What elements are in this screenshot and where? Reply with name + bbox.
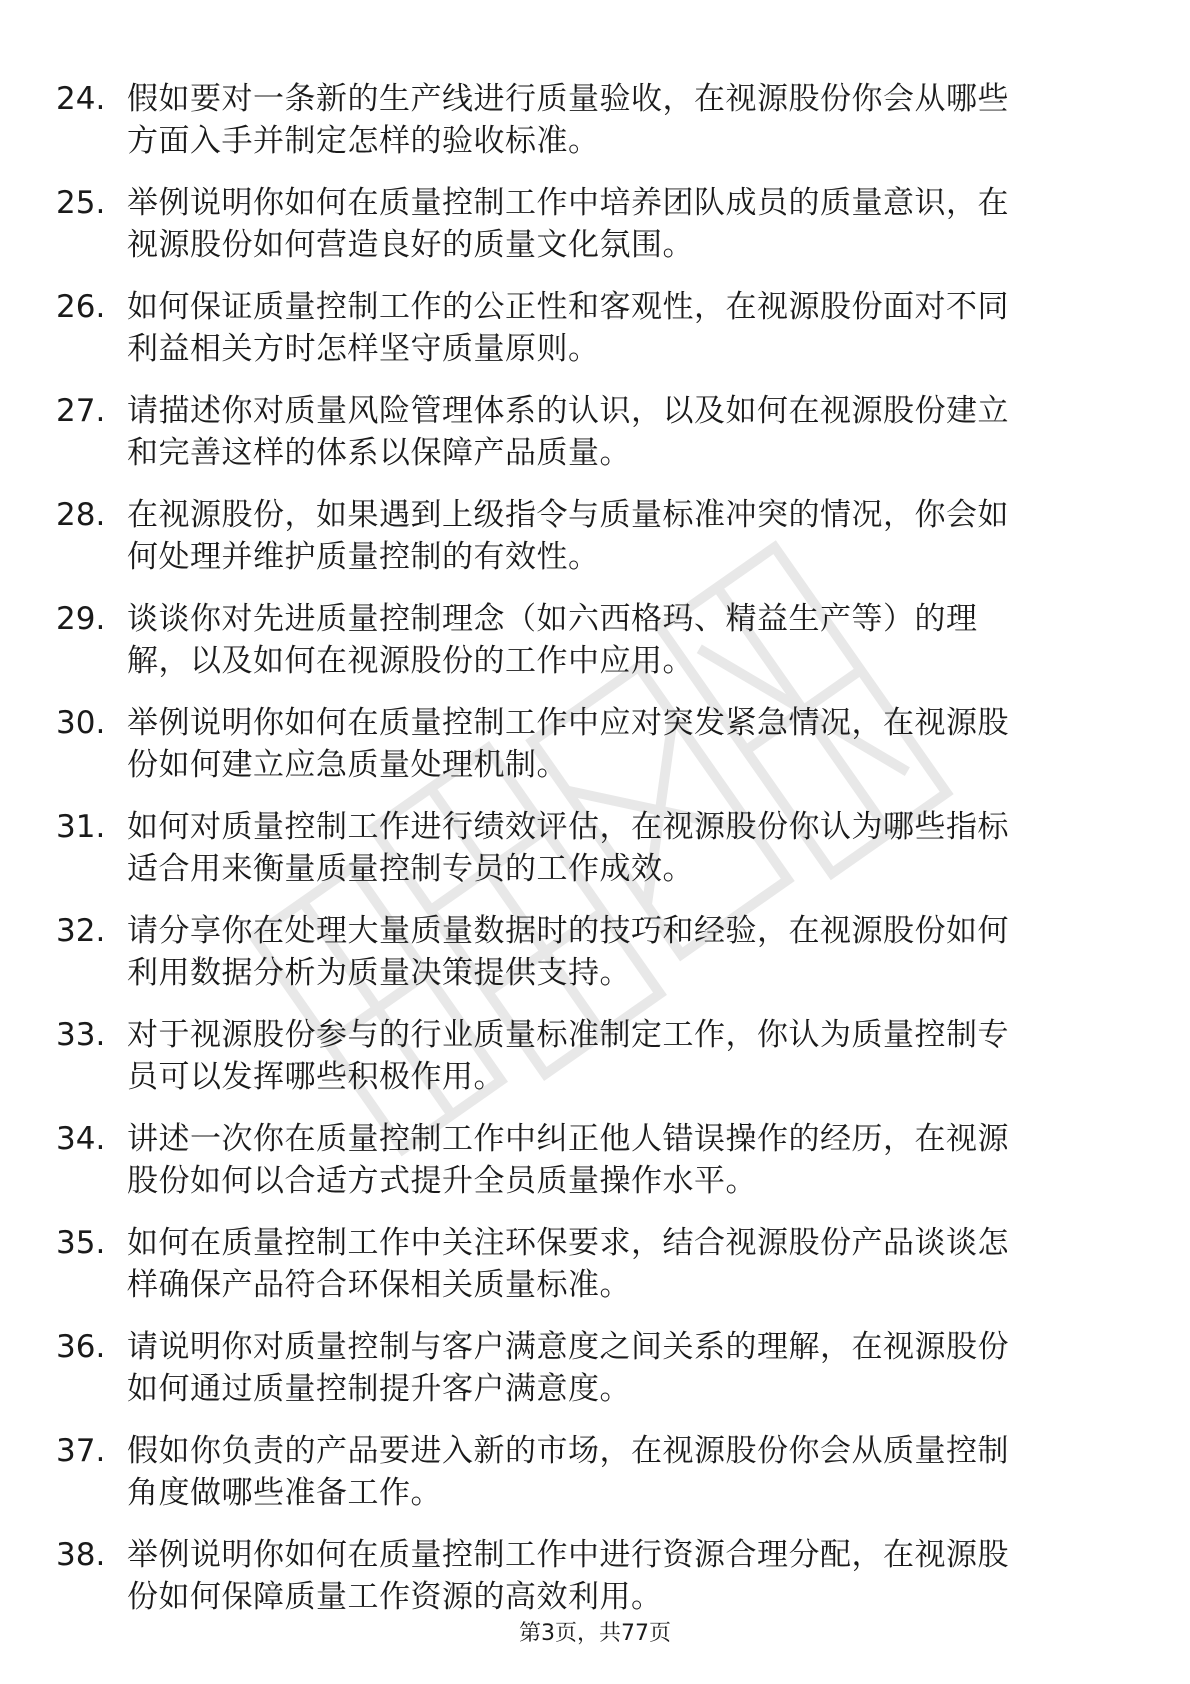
question-text-line: 举例说明你如何在质量控制工作中应对突发紧急情况，在视源股 (127, 705, 1009, 741)
question-number: 32. (56, 913, 106, 949)
question-text-line: 请说明你对质量控制与客户满意度之间关系的理解，在视源股份 (127, 1329, 1009, 1365)
question-text-line: 举例说明你如何在质量控制工作中进行资源合理分配，在视源股 (127, 1537, 1009, 1573)
question-number: 38. (56, 1537, 106, 1573)
question-item (0, 390, 1190, 494)
question-text-line: 份如何保障质量工作资源的高效利用。 (127, 1579, 663, 1615)
question-text (127, 910, 1127, 994)
question-text (127, 390, 1127, 474)
question-item (0, 78, 1190, 182)
question-text-line: 举例说明你如何在质量控制工作中培养团队成员的质量意识，在 (127, 185, 1009, 221)
question-text-line: 方面入手并制定怎样的验收标准。 (127, 123, 600, 159)
question-number: 31. (56, 809, 106, 845)
question-item (0, 1014, 1190, 1118)
question-number: 30. (56, 705, 106, 741)
question-text (127, 1326, 1127, 1410)
question-item (0, 1430, 1190, 1534)
question-item (0, 1326, 1190, 1430)
question-text-line: 角度做哪些准备工作。 (127, 1475, 442, 1511)
question-text-line: 假如要对一条新的生产线进行质量验收，在视源股份你会从哪些 (127, 81, 1009, 117)
question-item (0, 806, 1190, 910)
question-text-line: 讲述一次你在质量控制工作中纠正他人错误操作的经历，在视源 (127, 1121, 1009, 1157)
question-text-line: 利益相关方时怎样坚守质量原则。 (127, 331, 600, 367)
question-item (0, 494, 1190, 598)
question-number: 27. (56, 393, 106, 429)
question-list (0, 78, 1190, 1638)
question-text-line: 样确保产品符合环保相关质量标准。 (127, 1267, 631, 1303)
question-number: 26. (56, 289, 106, 325)
question-number: 25. (56, 185, 106, 221)
question-text (127, 806, 1127, 890)
question-number: 37. (56, 1433, 106, 1469)
question-number: 35. (56, 1225, 106, 1261)
question-text-line: 何处理并维护质量控制的有效性。 (127, 539, 600, 575)
question-text (127, 1222, 1127, 1306)
question-number: 34. (56, 1121, 106, 1157)
question-text-line: 如何保证质量控制工作的公正性和客观性，在视源股份面对不同 (127, 289, 1009, 325)
question-number: 36. (56, 1329, 106, 1365)
question-text (127, 494, 1127, 578)
question-text-line: 对于视源股份参与的行业质量标准制定工作，你认为质量控制专 (127, 1017, 1009, 1053)
question-number: 29. (56, 601, 106, 637)
question-text-line: 假如你负责的产品要进入新的市场，在视源股份你会从质量控制 (127, 1433, 1009, 1469)
question-item (0, 910, 1190, 1014)
question-text-line: 份如何建立应急质量处理机制。 (127, 747, 568, 783)
question-text (127, 182, 1127, 266)
question-text-line: 如何通过质量控制提升客户满意度。 (127, 1371, 631, 1407)
question-text-line: 在视源股份，如果遇到上级指令与质量标准冲突的情况，你会如 (127, 497, 1009, 533)
question-text-line: 适合用来衡量质量控制专员的工作成效。 (127, 851, 694, 887)
question-text-line: 利用数据分析为质量决策提供支持。 (127, 955, 631, 991)
question-text (127, 1534, 1127, 1618)
question-text-line: 员可以发挥哪些积极作用。 (127, 1059, 505, 1095)
question-text-line: 视源股份如何营造良好的质量文化氛围。 (127, 227, 694, 263)
question-number: 28. (56, 497, 106, 533)
question-text (127, 702, 1127, 786)
question-text (127, 1430, 1127, 1514)
question-text-line: 如何在质量控制工作中关注环保要求，结合视源股份产品谈谈怎 (127, 1225, 1009, 1261)
question-number: 33. (56, 1017, 106, 1053)
question-item (0, 182, 1190, 286)
question-text-line: 股份如何以合适方式提升全员质量操作水平。 (127, 1163, 757, 1199)
question-number: 24. (56, 81, 106, 117)
question-text-line: 请描述你对质量风险管理体系的认识，以及如何在视源股份建立 (127, 393, 1009, 429)
question-text (127, 1014, 1127, 1098)
question-text-line: 请分享你在处理大量质量数据时的技巧和经验，在视源股份如何 (127, 913, 1009, 949)
question-text-line: 和完善这样的体系以保障产品质量。 (127, 435, 631, 471)
question-item (0, 702, 1190, 806)
question-text-line: 如何对质量控制工作进行绩效评估，在视源股份你认为哪些指标 (127, 809, 1009, 845)
question-text (127, 286, 1127, 370)
question-item (0, 286, 1190, 390)
question-item (0, 1222, 1190, 1326)
question-text (127, 78, 1127, 162)
page-number: 第3页，共77页 (519, 1621, 671, 1646)
question-text-line: 谈谈你对先进质量控制理念（如六西格玛、精益生产等）的理 (127, 601, 978, 637)
question-item (0, 598, 1190, 702)
question-text (127, 598, 1127, 682)
question-text (127, 1118, 1127, 1202)
question-text-line: 解，以及如何在视源股份的工作中应用。 (127, 643, 694, 679)
question-item (0, 1118, 1190, 1222)
